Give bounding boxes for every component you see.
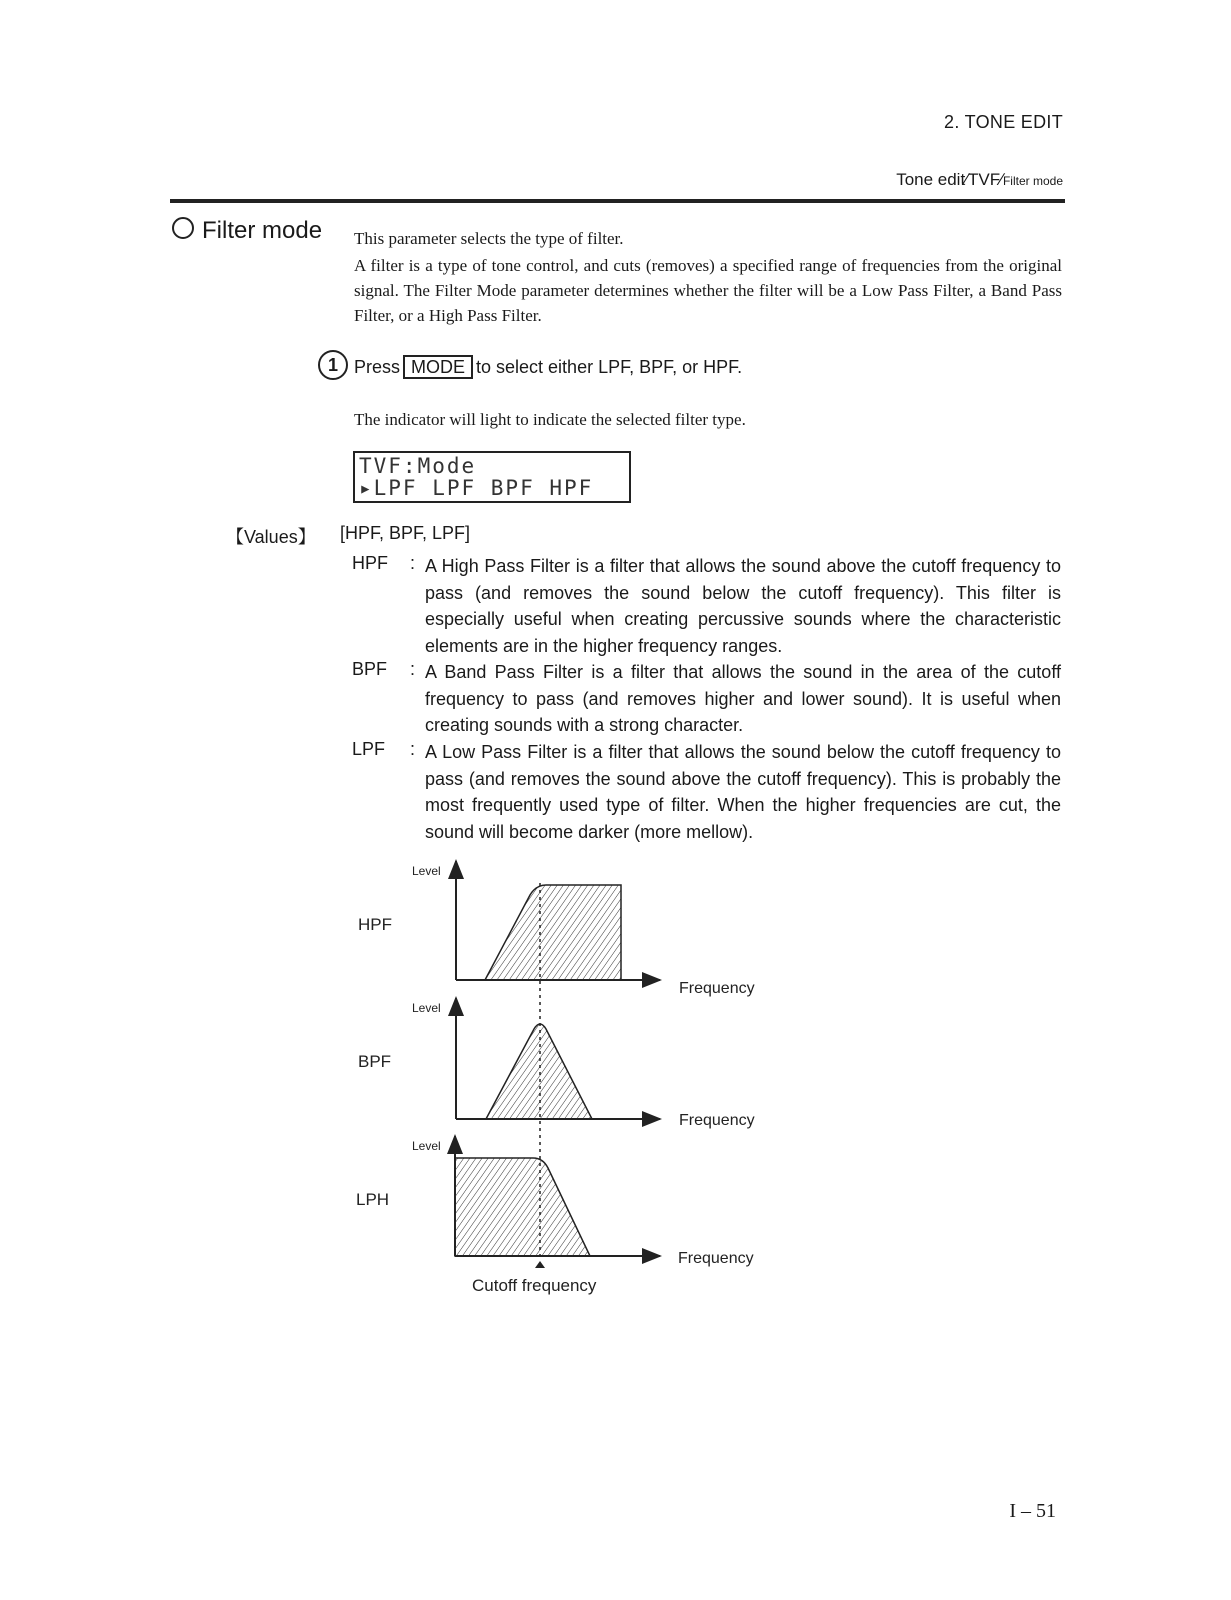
lph-level-label: Level (412, 1139, 441, 1153)
hpf-level-label: Level (412, 864, 441, 878)
value-desc-lpf: A Low Pass Filter is a filter that allows the sound below the cutoff frequency to pass (and removes the sound above the cutoff frequency). This is probably the most frequently used type of filter. When the higher frequencies are cut, the sound will become darker (more mellow). (425, 742, 1061, 842)
breadcrumb-current: Filter mode (1002, 174, 1063, 188)
cutoff-label: Cutoff frequency (472, 1276, 597, 1295)
value-desc-bpf: A Band Pass Filter is a filter that allows the sound in the area of the cutoff frequency to pass (and removes higher and lower sound). It is useful when creating sounds with a strong character. (425, 662, 1061, 735)
bpf-graph (358, 998, 755, 1129)
indicator-note: The indicator will light to indicate the selected filter type. (354, 410, 746, 429)
step-before-text: Press (354, 357, 401, 377)
value-key-hpf: HPF (352, 553, 388, 573)
value-colon: : (410, 553, 416, 573)
bpf-level-label: Level (412, 1001, 441, 1015)
hpf-frequency-label: Frequency (679, 980, 755, 997)
values-label: 【Values】 (226, 527, 316, 547)
value-desc-hpf: A High Pass Filter is a filter that allows the sound above the cutoff frequency to pass (and removes the sound below the cutoff frequency). This filter is especially useful when creating percussive sounds where the characteristic elements are in the higher frequency ranges. (425, 556, 1061, 656)
lcd-display (353, 451, 631, 503)
lcd-line-2: ▸LPF LPF BPF HPF (359, 476, 594, 500)
intro-paragraph: A filter is a type of tone control, and cuts (removes) a specified range of frequencies from the original signal. The Filter Mode parameter determines whether the filter will be a Low Pass Filter, a Band Pass Filter, or a High Pass Filter. (354, 256, 1062, 325)
step-instruction (354, 355, 742, 379)
values-list: [HPF, BPF, LPF] (340, 523, 471, 543)
hpf-graph (358, 861, 755, 997)
bpf-frequency-label: Frequency (679, 1112, 755, 1129)
value-colon: : (410, 659, 416, 679)
hpf-graph-label: HPF (358, 915, 392, 934)
cutoff-pointer-icon (535, 1261, 545, 1268)
bpf-curve (486, 1024, 592, 1119)
hpf-curve (485, 885, 621, 980)
mode-key: MODE (403, 355, 473, 379)
breadcrumb-main: Tone edit∕TVF∕ (896, 170, 1003, 189)
step-after-text: to select either LPF, BPF, or HPF. (476, 357, 743, 377)
filter-response-diagram (340, 855, 780, 1305)
circle-bullet-icon (172, 217, 194, 239)
header-rule (170, 199, 1065, 203)
breadcrumb (896, 170, 1063, 190)
value-key-bpf: BPF (352, 659, 388, 679)
lph-curve (455, 1158, 590, 1256)
chapter-title: 2. TONE EDIT (944, 112, 1063, 132)
value-key-lpf: LPF (352, 739, 386, 759)
page-number: I – 51 (1009, 1500, 1056, 1522)
bpf-graph-label: BPF (358, 1052, 392, 1071)
lph-graph-label: LPH (356, 1190, 390, 1209)
value-colon: : (410, 739, 416, 759)
section-title-text: Filter mode (202, 217, 323, 244)
lcd-line-1: TVF:Mode (359, 454, 477, 478)
section-title (172, 217, 322, 245)
intro-sentence: This parameter selects the type of filter. (354, 229, 624, 248)
lph-frequency-label: Frequency (678, 1250, 754, 1267)
lph-graph (356, 1136, 754, 1267)
step-number-icon: 1 (318, 350, 348, 380)
